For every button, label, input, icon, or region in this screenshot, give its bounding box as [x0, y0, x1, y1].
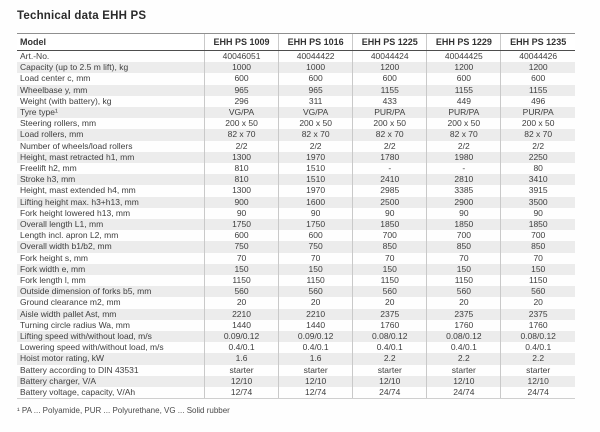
row-label: Overall length L1, mm [20, 219, 104, 230]
cell-value: 90 [427, 208, 501, 219]
row-label: Ground clearance m2, mm [20, 297, 121, 308]
cell-value: 2.2 [427, 353, 501, 364]
cell-value: 560 [279, 286, 353, 297]
cell-value: 3385 [427, 185, 501, 196]
cell-value: 1760 [427, 320, 501, 331]
cell-value: 600 [205, 73, 279, 84]
row-label: Weight (with battery), kg [20, 95, 112, 106]
cell-value: 1850 [501, 219, 575, 230]
cell-value: 2250 [501, 152, 575, 163]
cell-value: 1150 [205, 275, 279, 286]
table-row [17, 219, 575, 230]
cell-value: 600 [279, 73, 353, 84]
cell-value: PUR/PA [353, 107, 427, 118]
cell-value: 150 [353, 264, 427, 275]
cell-value: 0.4/0.1 [501, 342, 575, 353]
cell-value: starter [501, 365, 575, 376]
cell-value: 1200 [501, 62, 575, 73]
cell-value: 1440 [205, 320, 279, 331]
row-label: Tyre type¹ [20, 107, 58, 118]
cell-value: 2500 [353, 197, 427, 208]
table-header-row [17, 34, 575, 51]
cell-value: 12/10 [279, 376, 353, 387]
cell-value: 600 [501, 73, 575, 84]
cell-value: 12/10 [205, 376, 279, 387]
cell-value: 20 [205, 297, 279, 308]
cell-value: 700 [427, 230, 501, 241]
cell-value: 150 [279, 264, 353, 275]
table-row [17, 353, 575, 364]
cell-value: 0.08/0.12 [427, 331, 501, 342]
cell-value: 1155 [353, 85, 427, 96]
row-label: Fork length l, mm [20, 275, 86, 286]
table-row [17, 320, 575, 331]
cell-value: - [427, 163, 501, 174]
cell-value: 850 [353, 241, 427, 252]
cell-value: 1.6 [205, 353, 279, 364]
table-row [17, 73, 575, 84]
row-label: Battery voltage, capacity, V/Ah [17, 387, 205, 399]
cell-value: 1300 [205, 185, 279, 196]
cell-value: 40044424 [353, 51, 427, 63]
table-row [17, 141, 575, 152]
cell-value: 1000 [205, 62, 279, 73]
cell-value: 12/74 [279, 387, 353, 399]
row-label: Load rollers, mm [20, 129, 84, 140]
cell-value: 1850 [353, 219, 427, 230]
cell-value: 560 [205, 286, 279, 297]
cell-value: 750 [279, 241, 353, 252]
cell-value: 40044422 [279, 51, 353, 63]
cell-value: 70 [427, 253, 501, 264]
cell-value: 24/74 [353, 387, 427, 399]
cell-value: 2810 [427, 174, 501, 185]
row-label: Height, mast extended h4, mm [20, 185, 136, 196]
row-label: Fork height s, mm [20, 252, 89, 263]
cell-value: 70 [279, 253, 353, 264]
cell-value: 3500 [501, 197, 575, 208]
cell-value: 810 [205, 163, 279, 174]
table-row [17, 342, 575, 353]
cell-value: 1150 [501, 275, 575, 286]
cell-value: 24/74 [427, 387, 501, 399]
cell-value: 1760 [501, 320, 575, 331]
cell-value: 1155 [501, 85, 575, 96]
cell-value: 1750 [279, 219, 353, 230]
cell-value: 1155 [427, 85, 501, 96]
cell-value: 0.4/0.1 [353, 342, 427, 353]
cell-value: 1780 [353, 152, 427, 163]
cell-value: 900 [205, 197, 279, 208]
cell-value: - [353, 163, 427, 174]
table-row [17, 51, 575, 63]
cell-value: 2/2 [427, 141, 501, 152]
row-label: Fork width e, mm [20, 263, 86, 274]
row-label: Aisle width pallet Ast, mm [20, 308, 117, 319]
cell-value: 496 [501, 96, 575, 107]
cell-value: starter [279, 365, 353, 376]
cell-value: 311 [279, 96, 353, 107]
cell-value: 0.08/0.12 [353, 331, 427, 342]
cell-value: 1200 [353, 62, 427, 73]
table-row [17, 185, 575, 196]
page-title: Technical data EHH PS [17, 10, 147, 22]
cell-value: 2410 [353, 174, 427, 185]
table-row [17, 365, 575, 376]
cell-value: 80 [501, 163, 575, 174]
cell-value: 560 [353, 286, 427, 297]
cell-value: 2375 [427, 309, 501, 320]
table-row [17, 118, 575, 129]
table-row [17, 174, 575, 185]
cell-value: 0.4/0.1 [279, 342, 353, 353]
cell-value: 560 [501, 286, 575, 297]
cell-value: 70 [205, 253, 279, 264]
row-label: Number of wheels/load rollers [20, 140, 133, 151]
table-row [17, 152, 575, 163]
cell-value: 1200 [427, 62, 501, 73]
cell-value: 433 [353, 96, 427, 107]
model-header: EHH PS 1009 [205, 34, 279, 51]
table-row [17, 241, 575, 252]
cell-value: VG/PA [205, 107, 279, 118]
cell-value: 200 x 50 [353, 118, 427, 129]
cell-value: 20 [279, 297, 353, 308]
cell-value: 2/2 [205, 141, 279, 152]
cell-value: 20 [353, 297, 427, 308]
table-row [17, 129, 575, 140]
table-row [17, 163, 575, 174]
cell-value: 90 [353, 208, 427, 219]
cell-value: 150 [427, 264, 501, 275]
cell-value: 82 x 70 [427, 129, 501, 140]
cell-value: 2375 [501, 309, 575, 320]
row-label: Turning circle radius Wa, mm [20, 319, 130, 330]
row-label: Lifting height max. h3+h13, mm [20, 196, 139, 207]
cell-value: 965 [279, 85, 353, 96]
cell-value: 1300 [205, 152, 279, 163]
cell-value: 82 x 70 [501, 129, 575, 140]
row-label: Stroke h3, mm [20, 174, 76, 185]
cell-value: 2375 [353, 309, 427, 320]
table-row [17, 297, 575, 308]
cell-value: 600 [353, 73, 427, 84]
table-row [17, 286, 575, 297]
cell-value: 82 x 70 [205, 129, 279, 140]
cell-value: 12/10 [501, 376, 575, 387]
cell-value: 0.4/0.1 [205, 342, 279, 353]
cell-value: 90 [205, 208, 279, 219]
table-row [17, 230, 575, 241]
row-label: Art.-No. [20, 51, 50, 61]
cell-value: 0.4/0.1 [427, 342, 501, 353]
table-row [17, 331, 575, 342]
cell-value: 90 [279, 208, 353, 219]
row-label: Load center c, mm [20, 73, 91, 84]
row-label: Freelift h2, mm [20, 163, 77, 174]
cell-value: 1000 [279, 62, 353, 73]
cell-value: 750 [205, 241, 279, 252]
cell-value: 1510 [279, 174, 353, 185]
cell-value: 2/2 [353, 141, 427, 152]
row-label: Lowering speed with/without load, m/s [20, 342, 164, 353]
cell-value: 2900 [427, 197, 501, 208]
cell-value: 12/74 [205, 387, 279, 399]
cell-value: 0.09/0.12 [205, 331, 279, 342]
row-label: Wheelbase y, mm [20, 84, 88, 95]
cell-value: 12/10 [353, 376, 427, 387]
model-header: EHH PS 1016 [279, 34, 353, 51]
cell-value: 1150 [279, 275, 353, 286]
table-row [17, 376, 575, 387]
cell-value: 70 [353, 253, 427, 264]
cell-value: starter [353, 365, 427, 376]
row-label: Height, mast retracted h1, mm [20, 151, 135, 162]
cell-value: 1980 [427, 152, 501, 163]
cell-value: 965 [205, 85, 279, 96]
cell-value: 600 [427, 73, 501, 84]
cell-value: PUR/PA [427, 107, 501, 118]
cell-value: 2/2 [279, 141, 353, 152]
cell-value: PUR/PA [501, 107, 575, 118]
cell-value: starter [205, 365, 279, 376]
cell-value: 24/74 [501, 387, 575, 399]
cell-value: VG/PA [279, 107, 353, 118]
row-label: Battery charger, V/A [20, 375, 97, 386]
cell-value: 20 [501, 297, 575, 308]
cell-value: 40044426 [501, 51, 575, 63]
row-label: Overall width b1/b2, mm [20, 241, 112, 252]
table-row [17, 387, 575, 399]
table-row [17, 85, 575, 96]
cell-value: 2.2 [501, 353, 575, 364]
cell-value: 2/2 [501, 141, 575, 152]
row-label: Outside dimension of forks b5, mm [20, 286, 152, 297]
cell-value: 600 [205, 230, 279, 241]
cell-value: 90 [501, 208, 575, 219]
cell-value: 82 x 70 [279, 129, 353, 140]
model-header: EHH PS 1225 [353, 34, 427, 51]
cell-value: 296 [205, 96, 279, 107]
cell-value: 850 [501, 241, 575, 252]
model-header: EHH PS 1235 [501, 34, 575, 51]
cell-value: 1750 [205, 219, 279, 230]
cell-value: 3915 [501, 185, 575, 196]
cell-value: 1600 [279, 197, 353, 208]
cell-value: 449 [427, 96, 501, 107]
row-label: Capacity (up to 2.5 m lift), kg [20, 62, 129, 73]
cell-value: 600 [279, 230, 353, 241]
cell-value: 82 x 70 [353, 129, 427, 140]
cell-value: 200 x 50 [427, 118, 501, 129]
cell-value: 1440 [279, 320, 353, 331]
cell-value: 3410 [501, 174, 575, 185]
cell-value: 1150 [353, 275, 427, 286]
row-label: Steering rollers, mm [20, 118, 97, 129]
row-label: Length incl. apron L2, mm [20, 230, 119, 241]
cell-value: 2.2 [353, 353, 427, 364]
cell-value: 200 x 50 [279, 118, 353, 129]
cell-value: 12/10 [427, 376, 501, 387]
cell-value: 1970 [279, 185, 353, 196]
table-row [17, 62, 575, 73]
cell-value: 700 [353, 230, 427, 241]
cell-value: 200 x 50 [205, 118, 279, 129]
cell-value: 70 [501, 253, 575, 264]
table-row [17, 208, 575, 219]
table-row [17, 264, 575, 275]
cell-value: 1.6 [279, 353, 353, 364]
cell-value: 850 [427, 241, 501, 252]
cell-value: 700 [501, 230, 575, 241]
table-row [17, 107, 575, 118]
table-row [17, 309, 575, 320]
cell-value: 150 [205, 264, 279, 275]
table-row [17, 275, 575, 286]
cell-value: 0.08/0.12 [501, 331, 575, 342]
cell-value: 1760 [353, 320, 427, 331]
table-row [17, 96, 575, 107]
table-row [17, 253, 575, 264]
cell-value: 2985 [353, 185, 427, 196]
cell-value: 40046051 [205, 51, 279, 63]
table-row [17, 197, 575, 208]
cell-value: 150 [501, 264, 575, 275]
technical-data-table [17, 33, 575, 399]
cell-value: 1850 [427, 219, 501, 230]
row-label: Fork height lowered h13, mm [20, 207, 131, 218]
cell-value: 1510 [279, 163, 353, 174]
cell-value: 200 x 50 [501, 118, 575, 129]
row-label: Hoist motor rating, kW [20, 353, 105, 364]
cell-value: 40044425 [427, 51, 501, 63]
cell-value: 810 [205, 174, 279, 185]
cell-value: 2210 [205, 309, 279, 320]
cell-value: 0.09/0.12 [279, 331, 353, 342]
cell-value: 560 [427, 286, 501, 297]
cell-value: starter [427, 365, 501, 376]
row-label: Lifting speed with/without load, m/s [20, 331, 152, 342]
table-body [17, 51, 575, 399]
footnote: ¹ PA ... Polyamide, PUR ... Polyurethane, VG ... Solid rubber [17, 406, 230, 416]
cell-value: 1150 [427, 275, 501, 286]
cell-value: 2210 [279, 309, 353, 320]
cell-value: 20 [427, 297, 501, 308]
model-column-header: Model [17, 34, 205, 51]
model-header: EHH PS 1229 [427, 34, 501, 51]
row-label: Battery according to DIN 43531 [20, 364, 139, 375]
cell-value: 1970 [279, 152, 353, 163]
